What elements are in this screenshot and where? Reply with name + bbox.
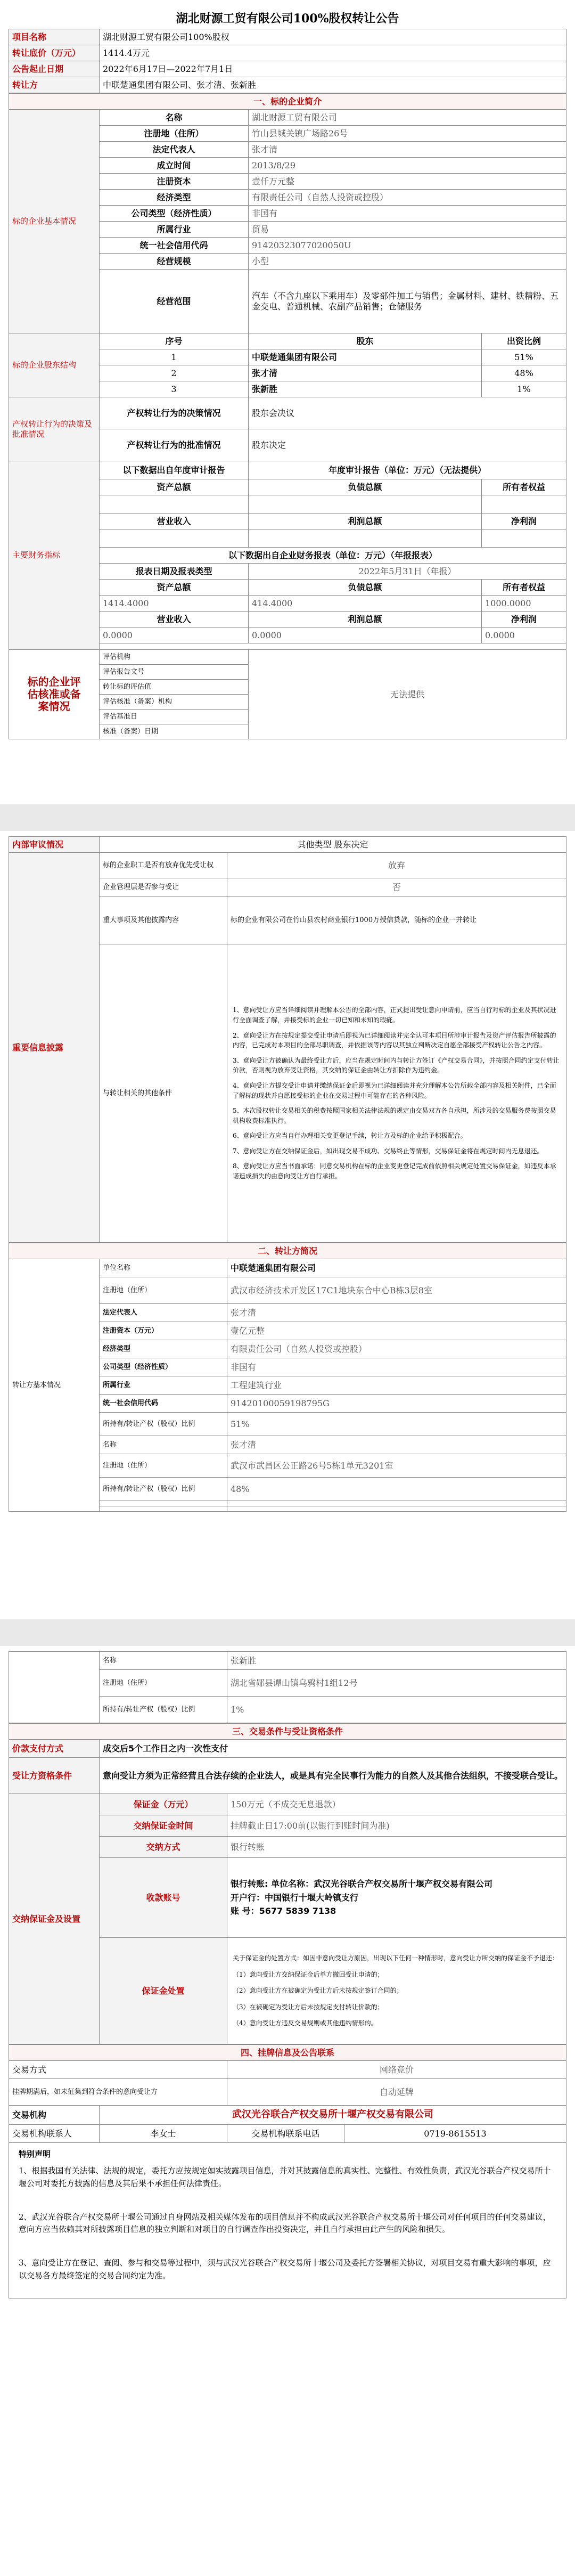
review-label: 内部审议情况: [9, 837, 100, 853]
shareholder-label: 标的企业股东结构: [9, 333, 100, 397]
field-value: 2013/8/29: [249, 158, 566, 174]
field-label: 经营范围: [100, 270, 249, 333]
top-info-table: [9, 29, 566, 93]
field-value: 竹山县城关镇广场路26号: [249, 126, 566, 142]
col-header: 资产总额: [100, 580, 249, 596]
field-value: 51%: [227, 1413, 566, 1436]
deposit-rule: 关于保证金的处置方式：如因非意向受让方原因，出现以下任何一种情形时，意向受让方所交纳的保证金不予退还：: [233, 1954, 559, 1962]
field-label: 所持有/转让产权（股权）比例: [100, 1413, 227, 1436]
announcement-page-3: [0, 1646, 575, 2576]
field-value: 湖北省郧县谭山镇乌鸦村1组12号: [227, 1670, 566, 1697]
top-value: 中联楚通集团有限公司、张才清、张新胜: [100, 77, 566, 93]
announcement-page-1: [0, 0, 575, 804]
finance-report-heading: 以下数据出自企业财务报表（单位：万元）（年报报表）: [100, 548, 566, 564]
special-statement: [9, 2143, 566, 2298]
col-header: 序号: [100, 333, 249, 349]
col-header: 资产总额: [100, 479, 249, 495]
field-label: 名称: [100, 110, 249, 126]
contact-value: 李女士: [100, 2125, 227, 2143]
condition-item: 1、意向受让方应当详细阅读并理解本公告的全部内容，正式提出受让意向申请前，应当自行对标的企业及其状况进行全面调查了解，并接受标的企业一切已知和未知的瑕疵。: [233, 1006, 556, 1024]
field-value: 张才清: [249, 142, 566, 158]
field-value: 壹仟万元整: [249, 174, 566, 190]
field-label: 注册资本: [100, 174, 249, 190]
trade-conditions-table: [9, 1723, 566, 2044]
shareholder-ratio: 51%: [482, 349, 566, 365]
field-value: 网络竞价: [227, 2061, 566, 2079]
field-value: 2022年5月31日（年报）: [249, 564, 566, 580]
top-value: 1414.4万元: [100, 45, 566, 61]
field-label: 统一社会信用代码: [100, 238, 249, 254]
col-header: 净利润: [482, 513, 566, 529]
org-label: 交易机构: [9, 2106, 100, 2125]
field-label: 注册地（住所）: [100, 126, 249, 142]
deposit-handle-label: 保证金处置: [100, 1938, 227, 2044]
other-conditions: [227, 944, 566, 1243]
qualification-label: 受让方资格条件: [9, 1758, 100, 1794]
field-label: 挂牌期满后，如未征集到符合条件的意向受让方: [9, 2079, 227, 2106]
basic-label: 标的企业基本情况: [9, 110, 100, 333]
field-label: 统一社会信用代码: [100, 1395, 227, 1413]
eval-row: 评估基准日: [100, 710, 249, 724]
other-conditions-label: 与转让相关的其他条件: [100, 944, 227, 1243]
field-value: 小型: [249, 254, 566, 270]
field-label: 法定代表人: [100, 1304, 227, 1322]
top-value: 2022年6月17日—2022年7月1日: [100, 61, 566, 77]
section-heading: 三、交易条件与受让资格条件: [9, 1724, 566, 1740]
field-label: 名称: [100, 1436, 227, 1454]
col-header: 利润总额: [249, 612, 482, 627]
col-header: 利润总额: [249, 513, 482, 529]
field-label: 法定代表人: [100, 142, 249, 158]
top-label: 项目名称: [9, 29, 100, 45]
field-label: 公司类型（经济性质）: [100, 1358, 227, 1376]
finance-value: 0.0000: [482, 627, 566, 643]
field-value: 标的企业有限公司在竹山县农村商业银行1000万授信贷款，随标的企业一并转让: [227, 896, 566, 944]
col-header: 负债总额: [249, 580, 482, 596]
announcement-page-2: [0, 831, 575, 1619]
page-title: 湖北财源工贸有限公司100%股权转让公告: [176, 12, 399, 26]
condition-item: 5、本次股权转让交易相关的税费按照国家相关法律法规的规定由交易双方各自承担，所涉及的交易服务费按照交易机构收费标准执行。: [233, 1107, 556, 1124]
section-heading: 四、挂牌信息及公告联系: [9, 2045, 566, 2061]
condition-item: 4、意向受让方提交受让申请并缴纳保证金后即视为已详细阅读并充分理解本公告所载全部内容及相关附件，已全面了解标的现状并自愿接受标的企业在交易过程中可能存在的各种风险。: [233, 1081, 556, 1099]
field-label: 注册地（住所）: [100, 1670, 227, 1697]
special-item: 2、武汉光谷联合产权交易所十堰公司通过自身网站及相关媒体发布的项目信息并不构成武汉光谷联合产权交易所十堰公司对任何项目的任何交易建议，意向方应当依赖其对所披露项目信息的独立判断和对项目的自行调查作出投资决定，并且自行承担由此产生的风险和损失。: [19, 2212, 551, 2234]
decision-label: 产权转让行为的决策及批准情况: [9, 397, 100, 461]
field-label: 所属行业: [100, 222, 249, 238]
shareholder-name: 张才清: [249, 365, 482, 381]
condition-item: 7、意向受让方在交纳保证金后，如出现交易不成功、交易终止等情形，交易保证金将在规定时间内无息退还。: [233, 1147, 544, 1155]
deposit-rule: （1）意向受让方交纳保证金后单方撤回受让申请的；: [233, 1970, 384, 1978]
eval-row: 评估核准（备案）机构: [100, 695, 249, 710]
seller-table: [9, 1243, 566, 1512]
eval-row: 评估报告文号: [100, 665, 249, 680]
field-label: 保证金（万元）: [100, 1794, 227, 1815]
payment-label: 价款支付方式: [9, 1740, 100, 1758]
field-value: 武汉市武昌区公正路26号5栋1单元3201室: [227, 1454, 566, 1478]
col-header: 出资比例: [482, 333, 566, 349]
field-label: 单位名称: [100, 1259, 227, 1277]
disclosure-label: 重要信息披露: [9, 853, 100, 1243]
col-header: 负债总额: [249, 479, 482, 495]
field-label: 注册资本（万元）: [100, 1322, 227, 1340]
field-value: 否: [227, 878, 566, 896]
eval-row: 核准（备案）日期: [100, 724, 249, 739]
field-value: 中联楚通集团有限公司: [227, 1259, 566, 1277]
shareholder-ratio: 1%: [482, 381, 566, 397]
shareholder-ratio: 48%: [482, 365, 566, 381]
finance-audit-note: 年度审计报告（单位：万元）（无法提供）: [249, 461, 566, 479]
account-line: 银行转账: 单位名称：武汉光谷联合产权交易所十堰产权交易有限公司: [231, 1879, 492, 1889]
field-label: 经济类型: [100, 1340, 227, 1358]
seller-continued-label: [9, 1652, 100, 1723]
shareholder-name: 张新胜: [249, 381, 482, 397]
field-value: 工程建筑行业: [227, 1376, 566, 1395]
field-label: 所持有/转让产权（股权）比例: [100, 1697, 227, 1723]
seller-label: 转让方基本情况: [9, 1259, 100, 1512]
field-label: 产权转让行为的决策情况: [100, 397, 249, 429]
field-value: 自动延牌: [227, 2079, 566, 2106]
field-label: 成立时间: [100, 158, 249, 174]
deposit-rule: （3）在被确定为受让方后未按规定支付转让价款的；: [233, 2003, 384, 2011]
deposit-label: 交纳保证金及设置: [9, 1794, 100, 2044]
eval-row: 转让标的评估值: [100, 680, 249, 695]
finance-label: 主要财务指标: [9, 461, 100, 650]
field-label: 企业管理层是否参与受让: [100, 878, 227, 896]
top-label: 转让方: [9, 77, 100, 93]
deposit-rule: （2）意向受让方在被确定为受让方后未按规定签订合同的；: [233, 1987, 403, 1995]
seller-table-continued: [9, 1651, 566, 1723]
eval-row: 评估机构: [100, 650, 249, 665]
field-label: 交易方式: [9, 2061, 227, 2079]
condition-item: 2、意向受让方在按规定提交受让申请后即视为已详细阅读并完全认可本项目所涉审计报告及资产评估报告所披露的内容，已完成对本项目的全部尽职调查，并依据该等内容以其独立判断决定自愿全部接受产权转让公告之内容。: [233, 1031, 556, 1049]
field-label: 产权转让行为的批准情况: [100, 429, 249, 461]
condition-item: 6、意向受让方应当自行办理相关变更登记手续，转让方及标的企业给予积极配合。: [233, 1132, 467, 1140]
special-item: 1、根据我国有关法律、法规的规定，委托方应按规定如实披露项目信息，并对其披露信息的真实性、完整性、有效性负责，武汉光谷联合产权交易所十堰公司对委托方披露的信息及其后果不承担任何法律责任。: [19, 2166, 551, 2188]
field-value: 有限责任公司（自然人投资或控股）: [249, 190, 566, 206]
field-label: 经济类型: [100, 190, 249, 206]
company-table: [9, 93, 566, 739]
special-title: 特别声明: [19, 2149, 51, 2159]
field-label: 经营规模: [100, 254, 249, 270]
phone-label: 交易机构联系电话: [227, 2125, 344, 2143]
phone-value: 0719-8615513: [344, 2125, 566, 2143]
shareholder-name: 中联楚通集团有限公司: [249, 349, 482, 365]
finance-value: 1414.4000: [100, 596, 249, 612]
finance-value: 414.4000: [249, 596, 482, 612]
section-heading: 二、转让方简况: [9, 1243, 566, 1259]
field-label: 名称: [100, 1652, 227, 1670]
top-label: 转让底价（万元）: [9, 45, 100, 61]
col-header: 净利润: [482, 612, 566, 627]
col-header: 所有者权益: [482, 580, 566, 596]
field-value: 非国有: [249, 206, 566, 222]
field-value: 张才清: [227, 1436, 566, 1454]
finance-value: 0.0000: [249, 627, 482, 643]
field-label: 标的企业职工是否有放弃优先受让权: [100, 853, 227, 878]
col-header: 股东: [249, 333, 482, 349]
field-value: 非国有: [227, 1358, 566, 1376]
field-value: 张才清: [227, 1304, 566, 1322]
condition-item: 3、意向受让方被确认为最终受让方后，应当在规定时间内与转让方签订《产权交易合同》，并按照合同约定支付转让价款，否则视为放弃受让资格，其交纳的保证金由转让方扣除作为违约金。: [233, 1056, 560, 1074]
evaluation-label: 标的企业评估核准或备案情况: [9, 650, 100, 739]
field-value: 银行转账: [227, 1837, 566, 1858]
business-scope: 汽车（不含九座以下乘用车）及零部件加工与销售；金属材料、建材、铁精粉、五金交电、普通机械、农副产品销售；仓储服务: [249, 270, 566, 333]
page-gap: [0, 804, 575, 831]
shareholder-no: 2: [100, 365, 249, 381]
col-header: 所有者权益: [482, 479, 566, 495]
finance-value: 0.0000: [100, 627, 249, 643]
listing-table: [9, 2044, 566, 2298]
field-value: 放弃: [227, 853, 566, 878]
field-value: 壹亿元整: [227, 1322, 566, 1340]
field-value: 150万元（不成交无息退款）: [227, 1794, 566, 1815]
field-value: 股东会决议: [249, 397, 566, 429]
shareholder-no: 3: [100, 381, 249, 397]
account-line: 账 号：5677 5839 7138: [231, 1906, 336, 1917]
field-value: 贸易: [249, 222, 566, 238]
deposit-handle: [227, 1938, 566, 2044]
field-label: 报表日期及报表类型: [100, 564, 249, 580]
field-value: 张新胜: [227, 1652, 566, 1670]
evaluation-value: 无法提供: [249, 650, 566, 739]
field-value: 武汉市经济技术开发区17C1地块东合中心B栋3层8室: [227, 1277, 566, 1304]
field-label: 交纳保证金时间: [100, 1815, 227, 1837]
payment-value: 成交后5个工作日之内一次性支付: [100, 1740, 566, 1758]
disclosure-table: [9, 836, 566, 1243]
field-label: 所持有/转让产权（股权）比例: [100, 1478, 227, 1501]
account-info: [227, 1858, 566, 1938]
deposit-rule: （4）意向受让方违反交易规则或其他违约情形的。: [233, 2019, 377, 2027]
field-value: 91420100059198795G: [227, 1395, 566, 1413]
field-label: 注册地（住所）: [100, 1454, 227, 1478]
review-value: 其他类型 股东决定: [100, 837, 566, 853]
special-item: 3、意向受让方在登记、查阅、参与和交易等过程中，须与武汉光谷联合产权交易所十堰公司及委托方签署相关协议，对项目交易有重大影响的事项，应以交易各方最终签定的交易合同约定为准。: [19, 2258, 551, 2280]
field-value: 股东决定: [249, 429, 566, 461]
top-value: 湖北财源工贸有限公司100%股权: [100, 29, 566, 45]
field-value: 91420323077020050U: [249, 238, 566, 254]
contact-label: 交易机构联系人: [9, 2125, 100, 2143]
account-label: 收款账号: [100, 1858, 227, 1938]
page-gap: [0, 1619, 575, 1646]
col-header: 营业收入: [100, 612, 249, 627]
field-value: 48%: [227, 1478, 566, 1501]
section-heading: 一、标的企业简介: [9, 94, 566, 110]
field-value: 有限责任公司（自然人投资或控股）: [227, 1340, 566, 1358]
field-label: 公司类型（经济性质）: [100, 206, 249, 222]
finance-value: 1000.0000: [482, 596, 566, 612]
finance-source: 以下数据出自年度审计报告: [100, 461, 249, 479]
field-label: 交纳方式: [100, 1837, 227, 1858]
field-label: 注册地（住所）: [100, 1277, 227, 1304]
field-label: 重大事项及其他披露内容: [100, 896, 227, 944]
condition-item: 8、意向受让方应当书面承诺：同意交易机构在标的企业变更登记完成前依照相关规定处置交易保证金，如违反本承诺造成损失的由意向受让方自行承担。: [233, 1162, 556, 1180]
col-header: 营业收入: [100, 513, 249, 529]
top-label: 公告起止日期: [9, 61, 100, 77]
field-value: 挂牌截止日17:00前(以银行到账时间为准): [227, 1815, 566, 1837]
field-label: 所属行业: [100, 1376, 227, 1395]
field-value: 1%: [227, 1697, 566, 1723]
field-value: 湖北财源工贸有限公司: [249, 110, 566, 126]
org-name: 武汉光谷联合产权交易所十堰产权交易有限公司: [100, 2106, 566, 2125]
account-line: 开户行：中国银行十堰大岭镇支行: [231, 1892, 359, 1903]
shareholder-no: 1: [100, 349, 249, 365]
qualification-value: 意向受让方须为正常经营且合法存续的企业法人，或是具有完全民事行为能力的自然人及其他合法组织，不接受联合受让。: [100, 1758, 566, 1794]
